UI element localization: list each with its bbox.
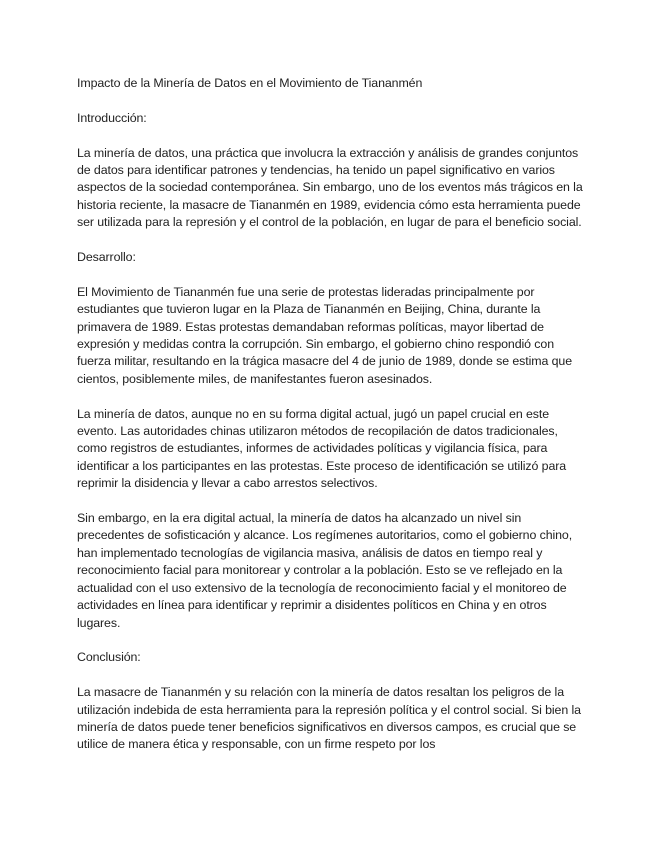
paragraph-development-3: Sin embargo, en la era digital actual, la minería de datos ha alcanzado un nivel sin precedentes de sofisticación y alcance. Los regímenes autoritarios, como el gobierno chino, han implementado tecnologías de vigilancia masiva, análisis de datos en tiempo real y reconocimiento facial para monitorear y controlar a la población. Esto se ve reflejado en la actualidad con el uso extensivo de la tecnología de reconocimiento facial y el monitoreo de actividades en línea para identificar y reprimir a disidentes políticos en China y en otros lugares. bbox=[77, 511, 573, 630]
paragraph-development-2: La minería de datos, aunque no en su forma digital actual, jugó un papel crucial en este evento. Las autoridades chinas utilizaron métodos de recopilación de datos tradicionales, como registros de estudiantes, informes de actividades políticas y vigilancia física, para identificar a los participantes en las protestas. Este proceso de identificación se utilizó para reprimir la disidencia y llevar a cabo arrestos selectivos. bbox=[77, 406, 567, 491]
paragraph-conclusion: La masacre de Tiananmén y su relación con la minería de datos resaltan los peligros de la utilización indebida de esta herramienta para la represión política y el control social. Si bien la minería de datos puede tener beneficios significativos en diversos campos, es crucial que se utilice de manera ética y responsable, con un firme respeto por los bbox=[77, 685, 581, 752]
paragraph-development-1: El Movimiento de Tiananmén fue una serie de protestas lideradas principalmente por estudiantes que tuvieron lugar en la Plaza de Tiananmén en Beijing, China, durante la primavera de 1989. Estas protestas demandaban reformas políticas, mayor libertad de expresión y medidas contra la corrupción. Sin embargo, el gobierno chino respondió con fuerza militar, resultando en la trágica masacre del 4 de junio de 1989, donde se estima que cientos, posiblemente miles, de manifestantes fueron asesinados. bbox=[77, 284, 572, 386]
document-title: Impacto de la Minería de Datos en el Movimiento de Tiananmén bbox=[77, 76, 423, 90]
heading-conclusion: Conclusión: bbox=[77, 650, 141, 665]
document-page bbox=[77, 75, 587, 771]
paragraph-introduction: La minería de datos, una práctica que involucra la extracción y análisis de grandes conjuntos de datos para identificar patrones y tendencias, ha tenido un papel significativo en varios aspectos de la sociedad contemporánea. Sin embargo, uno de los eventos más trágicos en la historia reciente, la masacre de Tiananmén en 1989, evidencia cómo esta herramienta puede ser utilizada para la represión y el control de la población, en lugar de para el beneficio social. bbox=[77, 145, 583, 230]
heading-introduction: Introducción: bbox=[77, 110, 147, 125]
heading-development: Desarrollo: bbox=[77, 250, 136, 265]
